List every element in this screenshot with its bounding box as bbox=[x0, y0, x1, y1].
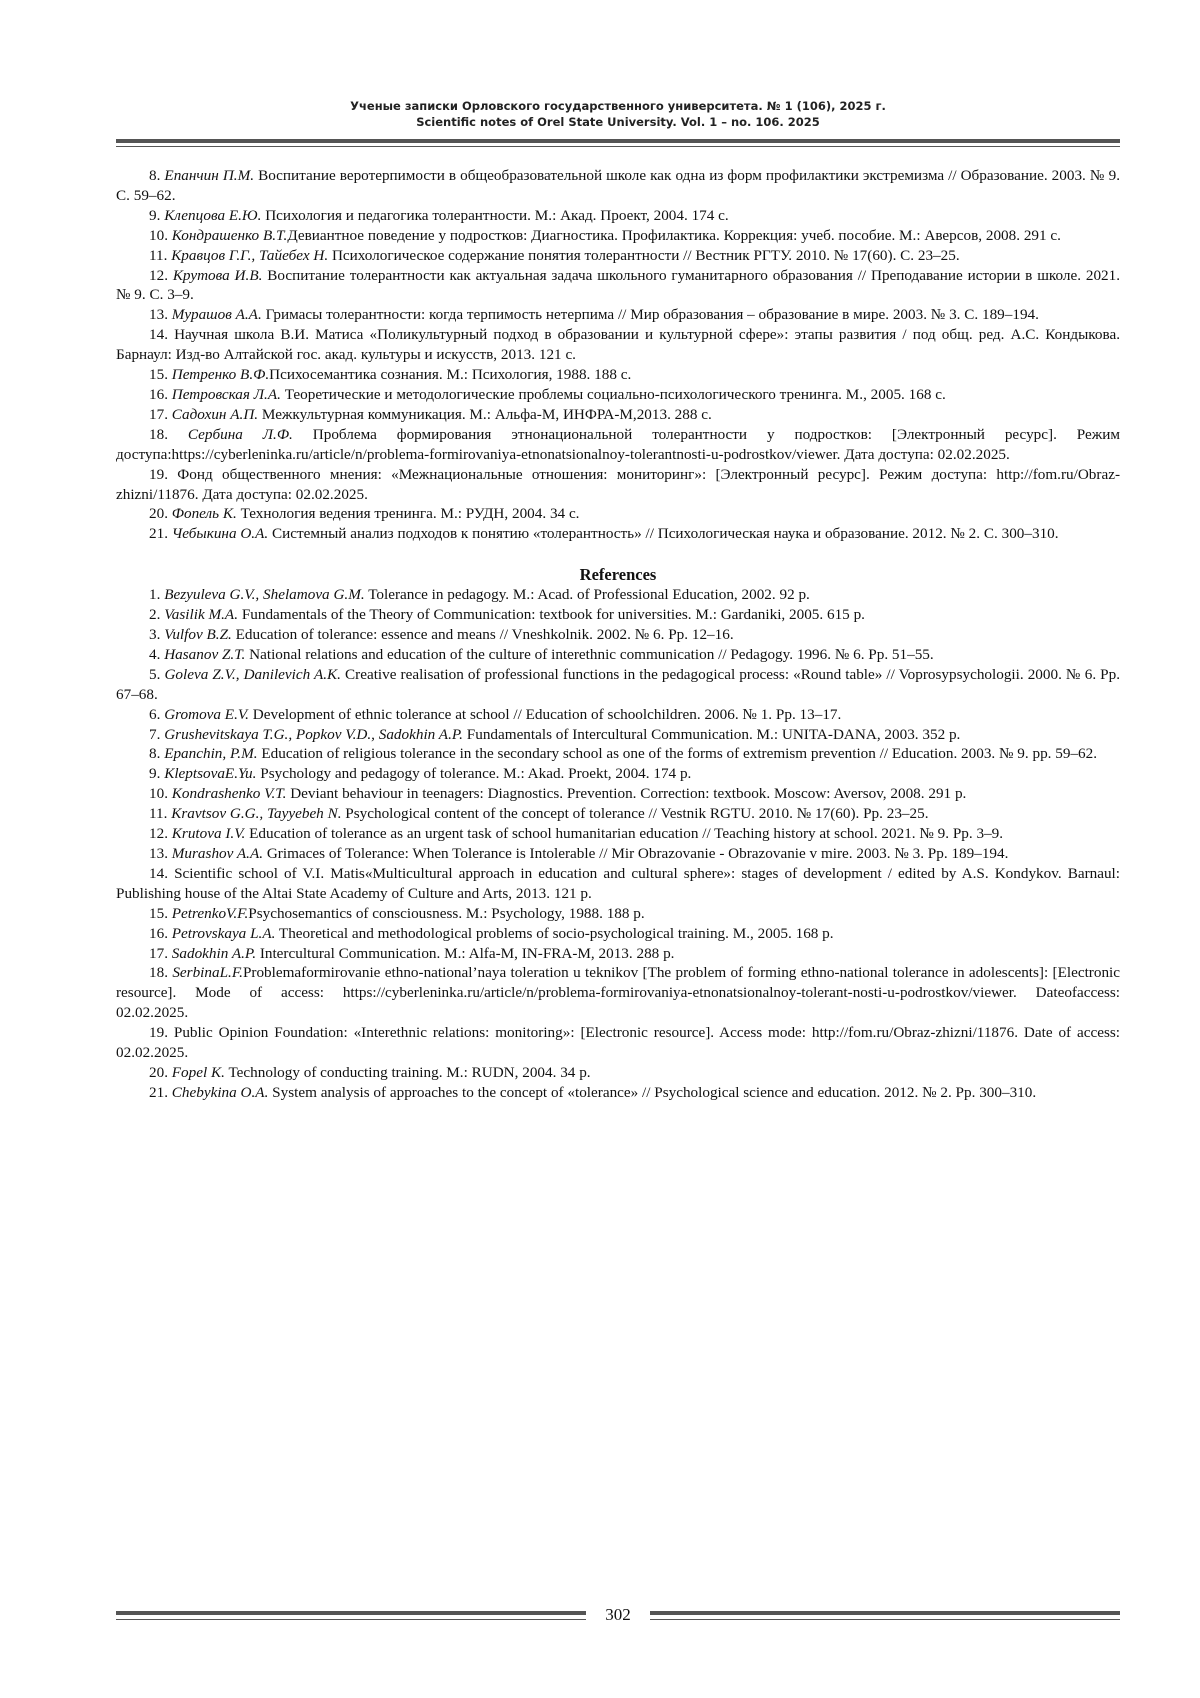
reference-author: Kondrashenko V.T. bbox=[171, 785, 287, 803]
reference-text: Психосемантика сознания. М.: Психология, 1988. 188 с. bbox=[269, 366, 632, 384]
reference-text: Education of tolerance as an urgent task of school humanitarian education // Teaching history at school. 2021. № 9. Pp. 3–9. bbox=[245, 825, 1004, 843]
reference-number: 2. bbox=[149, 606, 161, 624]
reference-text: Education of tolerance: essence and means // Vneshkolnik. 2002. № 6. Pp. 12–16. bbox=[231, 626, 734, 644]
reference-number: 10. bbox=[149, 226, 168, 244]
reference-number: 9. bbox=[149, 206, 161, 224]
reference-author: Клепцова Е.Ю. bbox=[164, 206, 262, 224]
reference-author: Hasanov Z.T. bbox=[164, 645, 246, 663]
reference-number: 14. bbox=[149, 864, 168, 882]
reference-text: Психология и педагогика толерантности. М.: Акад. Проект, 2004. 174 с. bbox=[261, 206, 729, 224]
reference-number: 4. bbox=[149, 645, 161, 663]
running-header bbox=[116, 98, 1120, 130]
reference-number: 13. bbox=[149, 845, 168, 862]
reference-entry bbox=[116, 524, 1120, 544]
reference-text: Problemaformirovanie ethno-national’naya toleration u teknikov [The problem of forming ethno-national tolerance in adolescents]: [Electronic resource]. Mode of access: https://cyberleninka.ru/article/n/problema-formirovaniya-etnonatsionalnoy-tolerant-nosti-u-podrostkov/viewer. Dateofaccess: 02.02.2025. bbox=[116, 964, 1121, 1022]
reference-number: 20. bbox=[149, 505, 168, 523]
reference-number: 9. bbox=[149, 765, 161, 783]
reference-author: Кондрашенко В.Т. bbox=[171, 226, 288, 244]
reference-entry bbox=[116, 864, 1120, 904]
reference-number: 12. bbox=[149, 825, 168, 843]
reference-text: Psychological content of the concept of tolerance // Vestnik RGTU. 2010. № 17(60). Pp. 23–25. bbox=[341, 805, 929, 823]
reference-author: Чебыкина О.А. bbox=[171, 525, 269, 543]
reference-number: 13. bbox=[149, 306, 168, 324]
reference-text: Technology of conducting training. M.: RUDN, 2004. 34 p. bbox=[224, 1063, 591, 1081]
reference-number: 10. bbox=[149, 785, 168, 803]
running-header-ru: Ученые записки Орловского государственного университета. № 1 (106), 2025 г. bbox=[350, 99, 886, 113]
reference-author: Фопель К. bbox=[171, 505, 237, 523]
reference-text: Creative realisation of professional functions in the pedagogical process: «Round table» // Voprosypsychologii. 2000. № 6. Pp. 67–68. bbox=[116, 665, 1121, 703]
reference-author: KleptsovaE.Yu. bbox=[164, 765, 257, 783]
reference-entry bbox=[116, 963, 1120, 1023]
reference-entry bbox=[116, 844, 1120, 864]
reference-author: Kravtsov G.G., Tayyebeh N. bbox=[171, 805, 342, 823]
reference-number: 14. bbox=[149, 326, 168, 344]
reference-text: Fundamentals of the Theory of Communication: textbook for universities. M.: Gardaniki, 2005. 615 p. bbox=[238, 606, 865, 624]
reference-text: Theoretical and methodological problems of socio-psychological training. M., 2005. 168 p. bbox=[275, 924, 834, 942]
reference-entry bbox=[116, 764, 1120, 784]
reference-entry bbox=[116, 1063, 1120, 1083]
header-rule bbox=[116, 139, 1120, 147]
reference-entry bbox=[116, 605, 1120, 625]
reference-number: 1. bbox=[149, 586, 161, 604]
reference-text: Psychosemantics of consciousness. M.: Psychology, 1988. 188 p. bbox=[248, 904, 645, 922]
reference-text: Научная школа В.И. Матиса «Поликультурный подход в образовании и культурной сфере»: этапы развития / под общ. ред. А.С. Кондыкова. Барнаул: Изд-во Алтайской гос. акад. культуры и искусств, 2013. 121 с. bbox=[116, 326, 1121, 364]
english-reference-list bbox=[116, 585, 1120, 1103]
reference-number: 15. bbox=[149, 366, 168, 384]
reference-text: Education of religious tolerance in the secondary school as one of the forms of extremism prevention // Education. 2003. № 9. pp. 59–62. bbox=[257, 745, 1098, 763]
reference-text: Tolerance in pedagogy. M.: Acad. of Professional Education, 2002. 92 p. bbox=[364, 586, 810, 604]
reference-author: Петровская Л.А. bbox=[171, 385, 281, 403]
reference-entry bbox=[116, 405, 1120, 425]
reference-entry bbox=[116, 665, 1120, 705]
reference-entry bbox=[116, 944, 1120, 964]
reference-author: Sadokhin A.P. bbox=[171, 944, 257, 962]
reference-lists bbox=[116, 166, 1120, 1103]
reference-author: Сербина Л.Ф. bbox=[187, 425, 293, 443]
reference-entry bbox=[116, 585, 1120, 605]
reference-entry bbox=[116, 904, 1120, 924]
reference-text: Deviant behaviour in teenagers: Diagnostics. Prevention. Correction: textbook. Moscow: Aversov, 2008. 291 p. bbox=[286, 785, 967, 803]
reference-number: 17. bbox=[149, 944, 168, 962]
references-heading: References bbox=[579, 565, 657, 585]
reference-entry bbox=[116, 824, 1120, 844]
reference-author: Goleva Z.V., Danilevich A.K. bbox=[164, 665, 341, 683]
reference-text: Grimaces of Tolerance: When Tolerance is Intolerable // Mir Obrazovanie - Obrazovanie v mire. 2003. № 3. Pp. 189–194. bbox=[263, 845, 1009, 862]
reference-text: Психологическое содержание понятия толерантности // Вестник РГТУ. 2010. № 17(60). С. 23–25. bbox=[328, 246, 960, 264]
reference-number: 11. bbox=[149, 805, 168, 823]
reference-entry bbox=[116, 1083, 1120, 1103]
reference-number: 21. bbox=[149, 1083, 168, 1101]
reference-number: 18. bbox=[149, 964, 168, 982]
reference-author: Murashov A.A. bbox=[171, 845, 264, 862]
reference-text: Psychology and pedagogy of tolerance. M.: Akad. Proekt, 2004. 174 p. bbox=[256, 765, 692, 783]
reference-text: Scientific school of V.I. Matis«Multicultural approach in education and cultural sphere»: stages of development / edited by A.S. Kondykov. Barnaul: Publishing house of the Altai State Academy of Culture and Arts, 2013. 121 p. bbox=[116, 864, 1120, 902]
reference-entry bbox=[116, 166, 1120, 206]
reference-entry bbox=[116, 705, 1120, 725]
reference-author: Кравцов Г.Г., Тайебех Н. bbox=[171, 246, 329, 264]
reference-text: Межкультурная коммуникация. М.: Альфа-М, ИНФРА-М,2013. 288 с. bbox=[258, 405, 712, 423]
reference-entry bbox=[116, 725, 1120, 745]
reference-author: Krutova I.V. bbox=[171, 825, 246, 843]
reference-author: Epanchin, P.M. bbox=[164, 745, 258, 763]
reference-entry bbox=[116, 206, 1120, 226]
reference-entry bbox=[116, 625, 1120, 645]
reference-number: 5. bbox=[149, 665, 161, 683]
reference-number: 3. bbox=[149, 626, 161, 644]
reference-author: Епанчин П.М. bbox=[164, 167, 255, 184]
reference-text: Гримасы толерантности: когда терпимость нетерпима // Мир образования – образование в мире. 2003. № 3. С. 189–194. bbox=[261, 306, 1039, 324]
reference-text: Теоретические и методологические проблемы социально-психологического тренинга. М., 2005. 168 с. bbox=[280, 385, 946, 403]
reference-entry bbox=[116, 1023, 1120, 1063]
reference-text: Системный анализ подходов к понятию «толерантность» // Психологическая наука и образование. 2012. № 2. С. 300–310. bbox=[268, 525, 1059, 543]
reference-entry bbox=[116, 246, 1120, 266]
reference-author: Petrovskaya L.A. bbox=[171, 924, 276, 942]
reference-entry bbox=[116, 425, 1120, 465]
reference-author: Мурашов А.А. bbox=[171, 306, 262, 324]
reference-text: Development of ethnic tolerance at school // Education of schoolchildren. 2006. № 1. Pp. 13–17. bbox=[248, 705, 842, 723]
reference-entry bbox=[116, 266, 1120, 306]
reference-text: Девиантное поведение у подростков: Диагностика. Профилактика. Коррекция: учеб. пособие. М.: Аверсов, 2008. 291 с. bbox=[287, 226, 1061, 244]
reference-author: Vulfov B.Z. bbox=[164, 626, 232, 644]
reference-text: Intercultural Communication. M.: Alfa-M, IN-FRA-M, 2013. 288 p. bbox=[256, 944, 675, 962]
reference-entry bbox=[116, 465, 1120, 505]
reference-author: Bezyuleva G.V., Shelamova G.M. bbox=[164, 586, 365, 604]
reference-text: Технология ведения тренинга. М.: РУДН, 2004. 34 с. bbox=[236, 505, 580, 523]
page-footer bbox=[116, 1604, 1120, 1628]
reference-number: 16. bbox=[149, 924, 168, 942]
reference-author: Крутова И.В. bbox=[172, 266, 263, 284]
reference-number: 16. bbox=[149, 385, 168, 403]
reference-text: National relations and education of the culture of interethnic communication // Pedagogy. 1996. № 6. Pp. 51–55. bbox=[245, 645, 934, 663]
reference-entry bbox=[116, 784, 1120, 804]
reference-entry bbox=[116, 305, 1120, 325]
reference-author: Fopel K. bbox=[171, 1063, 225, 1081]
reference-number: 7. bbox=[149, 725, 161, 743]
reference-number: 11. bbox=[149, 246, 168, 264]
russian-reference-list bbox=[116, 166, 1120, 544]
reference-author: Садохин А.П. bbox=[171, 405, 259, 423]
reference-entry bbox=[116, 226, 1120, 246]
reference-entry bbox=[116, 924, 1120, 944]
reference-author: Петренко В.Ф. bbox=[171, 366, 270, 384]
reference-number: 18. bbox=[149, 425, 168, 443]
reference-text: Воспитание веротерпимости в общеобразовательной школе как одна из форм профилактики экстремизма // Образование. 2003. № 9. С. 59–62. bbox=[116, 167, 1121, 204]
running-header-en: Scientific notes of Orel State University. Vol. 1 – no. 106. 2025 bbox=[416, 115, 820, 129]
reference-entry bbox=[116, 645, 1120, 665]
reference-entry bbox=[116, 385, 1120, 405]
reference-number: 21. bbox=[149, 525, 168, 543]
reference-number: 8. bbox=[149, 167, 161, 184]
reference-text: Fundamentals of Intercultural Communication. M.: UNITA-DANA, 2003. 352 p. bbox=[462, 725, 961, 743]
reference-entry bbox=[116, 804, 1120, 824]
reference-entry bbox=[116, 365, 1120, 385]
reference-number: 17. bbox=[149, 405, 168, 423]
footer-rule-left bbox=[116, 1611, 586, 1620]
reference-text: Проблема формирования этнонациональной толерантности у подростков: [Электронный ресурс]. Режим доступа:https://cyberleninka.ru/article/n/problema-formirovaniya-etnonatsionalnoy-tolerantnosti-u-podrostkov/viewer. Дата доступа: 02.02.2025. bbox=[116, 425, 1120, 463]
reference-number: 15. bbox=[149, 904, 168, 922]
reference-number: 19. bbox=[149, 465, 168, 483]
reference-author: SerbinaL.F. bbox=[172, 964, 243, 982]
reference-number: 6. bbox=[149, 705, 161, 723]
reference-author: PetrenkoV.F. bbox=[171, 904, 249, 922]
reference-author: Gromova E.V. bbox=[164, 705, 249, 723]
reference-entry bbox=[116, 325, 1120, 365]
footer-rule-right bbox=[650, 1611, 1120, 1620]
reference-number: 19. bbox=[149, 1024, 168, 1042]
reference-author: Vasilik M.A. bbox=[164, 606, 239, 624]
reference-text: Воспитание толерантности как актуальная задача школьного гуманитарного образования // Преподавание истории в школе. 2021. № 9. С. 3–9. bbox=[116, 266, 1121, 304]
reference-text: Фонд общественного мнения: «Межнациональные отношения: мониторинг»: [Электронный ресурс]. Режим доступа: http://fom.ru/Obraz-zhizni/11876. Дата доступа: 02.02.2025. bbox=[116, 465, 1120, 503]
reference-author: Chebykina O.A. bbox=[171, 1083, 269, 1101]
reference-author: Grushevitskaya T.G., Popkov V.D., Sadokhin A.P. bbox=[164, 725, 463, 743]
reference-number: 20. bbox=[149, 1063, 168, 1081]
reference-entry bbox=[116, 744, 1120, 764]
reference-number: 8. bbox=[149, 745, 161, 763]
reference-text: Public Opinion Foundation: «Interethnic relations: monitoring»: [Electronic resource]. Access mode: http://fom.ru/Obraz-zhizni/11876. Date of access: 02.02.2025. bbox=[116, 1024, 1121, 1062]
page-number: 302 bbox=[605, 1605, 631, 1624]
reference-entry bbox=[116, 504, 1120, 524]
reference-number: 12. bbox=[149, 266, 168, 284]
reference-text: System analysis of approaches to the concept of «tolerance» // Psychological science and education. 2012. № 2. Pp. 300–310. bbox=[268, 1083, 1037, 1101]
